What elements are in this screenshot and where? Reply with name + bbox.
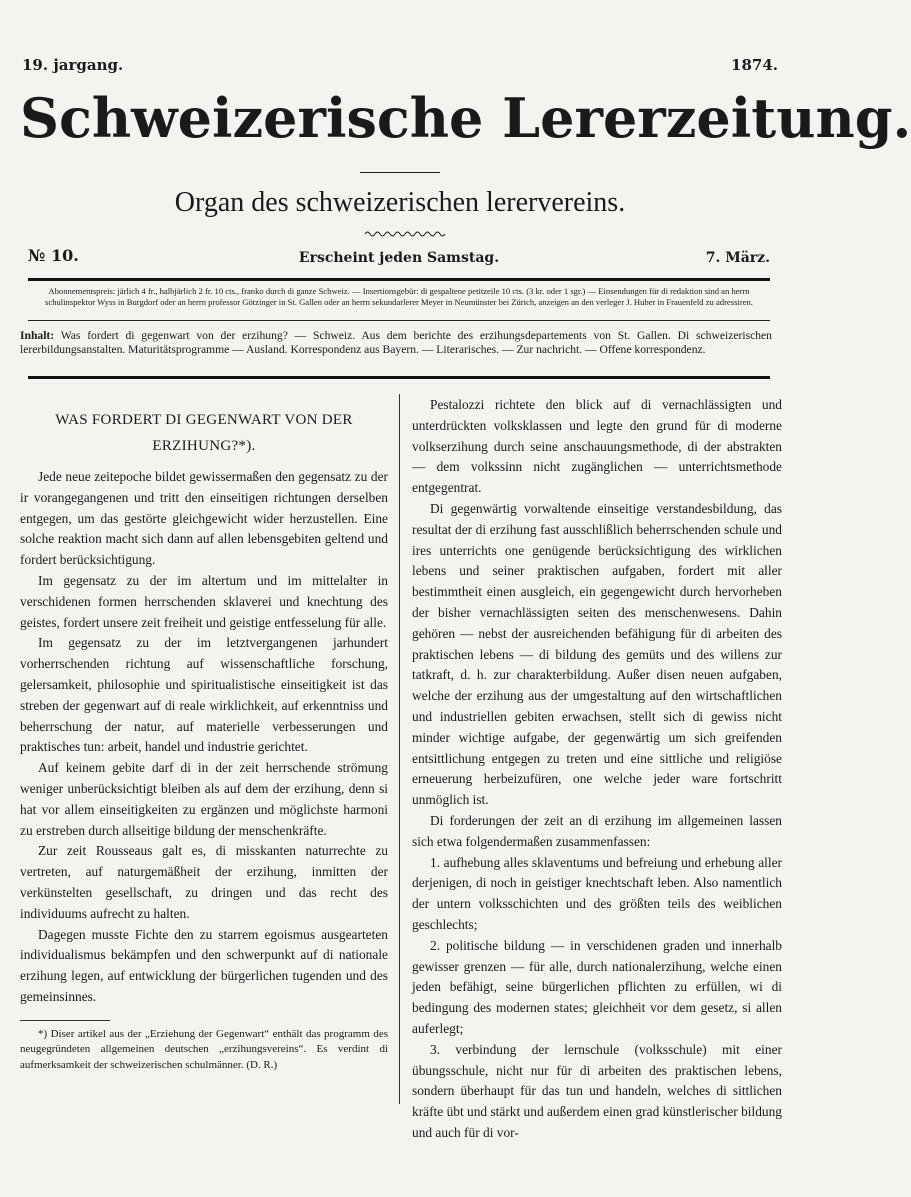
- paragraph: Im gegensatz zu der im altertum und im mittelalter in verschidenen formen herrschenden sklaverei und knechtung des geistes, fordert unsere zeit freiheit und geistige entfesselung für alle.: [20, 572, 388, 630]
- list-item: 3. verbindung der lernschule (volksschule) mit einer übungsschule, nicht nur für di arbeiten des praktischen lebens, sondern überhaupt für das tun und handeln, welches di sittlichen kräfte übt und stärkt und außerdem einen grad künstlerischer bildung und auch für di vor-: [412, 1041, 782, 1140]
- top-meta-row: [22, 56, 778, 78]
- contents-text: Was fordert di gegenwart von der erzihung? — Schweiz. Aus dem berichte des erzihungsdepartements von St. Gallen. Di schweizerischen lererbildungsanstalten. Maturitätsprogramme — Ausland. Korrespondenz aus Bayern. — Literarisches. — Zur nachricht. — Offene korrespondenz.: [20, 329, 772, 357]
- subscription-info: Abonnementspreis: järlich 4 fr., halbjärlich 2 fr. 10 cts., franko durch di ganze Schweiz. — Insertionsgebür: di gespaltene petitzeile 10 cts. (3 kr. oder 1 sgr.) — Einsendungen für di redaktion sind an herrn schulinspektor Wyss in Burgdorf oder an herrn professor Götzinger in St. Gallen oder an herrn sekundarlerer Meyer in Neumünster bei Zürich, anzeigen an den verleger J. Huber in Frauenfeld zu adressiren.: [45, 286, 753, 307]
- contents-rule: [28, 376, 770, 379]
- footnote: *) Diser artikel aus der „Erziehung der Gegenwart“ enthält das programm des neugegründeten allgemeinen deutschen „erzihungsvereins“. Es verdint di aufmerksamkeit der schweizerischen schulmänner. (D. R.): [20, 1027, 388, 1071]
- masthead-divider: [360, 172, 440, 173]
- article-column-right: [412, 395, 782, 1144]
- list-item: 1. aufhebung alles sklaventums und befreiung und erhebung aller derjenigen, di noch in geistiger knechtschaft leben. Also namentlich der untern volksschichten und des größten teils des weiblichen geschlechts;: [412, 854, 782, 932]
- article-title: WAS FORDERT DI GEGENWART VON DER ERZIHUNG?*).: [55, 412, 353, 454]
- issue-number: № 10.: [28, 246, 79, 265]
- volume-label: 19. jargang.: [22, 56, 124, 74]
- issue-date: 7. März.: [705, 250, 770, 266]
- header-rule-top: [28, 278, 770, 281]
- article-column-left: [20, 395, 388, 1073]
- column-divider: [399, 394, 400, 1104]
- masthead-title: Schweizerische Lererzeitung.: [20, 86, 911, 150]
- footnote-rule: [20, 1020, 110, 1021]
- paragraph: Pestalozzi richtete den blick auf di vernachlässigten und unterdrückten volksklassen und legte den grund für di moderne volkserzihung durch seine anschauungsmethode, di der abstrakten — dem volkssinn nicht zugänglichen — unterrichtsmethode entgegentrat.: [412, 397, 782, 496]
- ornament-squiggle: [365, 230, 445, 238]
- publication-note: Erscheint jeden Samstag.: [298, 250, 500, 266]
- subtitle: Organ des schweizerischen lerervereins.: [174, 187, 626, 218]
- header-rule-bottom: [28, 320, 770, 321]
- paragraph: Im gegensatz zu der im letztvergangenen jarhundert vorherrschenden richtung auf wissenschaftliche forschung, gelersamkeit, philosophie und spiritualistische einseitigkeit ist das streben der gegenwart auf di reale wirklichkeit, auf erkenntniss und beherrschung der natur, auf materielle verbesserungen und praktisches tun: arbeit, handel und industrie gerichtet.: [20, 635, 388, 755]
- paragraph: Di gegenwärtig vorwaltende einseitige verstandesbildung, das resultat der di erzihung fast ausschlißlich beherrschenden schule und ires unterrichts one genügende berücksichtigung des wirklichen lebens und seiner praktischen aufgaben, fordert mit aller bestimmtheit einen ausgleich, ein gegengewicht durch hervorheben der bisher vernachlässigten seiten des menschenwesens. Dahin gehören — nebst der ausreichenden befähigung für di arbeiten des praktischen lebens — di bildung des gemüts und des willens zur tatkraft, d. h. zur charakterbildung. Außer disen neuen aufgaben, welche der erzihung aus der umgestaltung auf den wirtschaftlichen und industriellen gebiten erwachsen, stellt sich di gewiss nicht minder wichtige aufgabe, der gegenwärtig um sich greifenden entsittlichung entgegen zu treten und eine sittliche und religiöse erneuerung herbeizufüren, one welche jeder ware fortschritt unmöglich ist.: [412, 500, 782, 808]
- paragraph: Di forderungen der zeit an di erzihung im allgemeinen lassen sich etwa folgendermaßen zusammenfassen:: [412, 812, 782, 849]
- list-item: 2. politische bildung — in verschidenen graden und innerhalb gewisser grenzen — für alle, durch nationalerzihung, welche einen jeden befähigt, seine bürgerlichen pflichten zu erfüllen, wi di bedingung des modernen states; gleichheit vor dem gesetz, si allen auferlegt;: [412, 937, 782, 1036]
- contents-label: Inhalt:: [20, 329, 55, 342]
- paragraph: Dagegen musste Fichte den zu starrem egoismus ausgearteten individualismus bekämpfen und den schwerpunkt auf di nationale erzihung legen, auf entwicklung der bürgerlichen tugenden und des gemeinsinnes.: [20, 926, 388, 1004]
- year-label: 1874.: [731, 56, 778, 74]
- paragraph: Auf keinem gebite darf di in der zeit herrschende strömung weniger unberücksichtigt bleiben als auf dem der erzihung, denn si hat vor allem einseitigkeiten zu ergänzen und möglichste harmoni zu erstreben durch allseitige bildung der menschenkräfte.: [20, 760, 388, 838]
- paragraph: Jede neue zeitepoche bildet gewissermaßen den gegensatz zu der ir vorangegangenen und tritt den einseitigen richtungen derselben entgegen, um das gestörte gleichgewicht wider herzustellen. Eine solche reaktion macht sich dann auf allen lebensgebiten geltend und fordert berücksichtigung.: [20, 469, 388, 568]
- table-of-contents: [20, 329, 772, 357]
- issue-info-row: [28, 246, 770, 270]
- paragraph: Zur zeit Rousseaus galt es, di misskanten naturrechte zu vertreten, auf naturgemäßheit der erzihung, inmitten der verkünstelten gesellschaft, zu dringen und das recht des individuums aufrecht zu halten.: [20, 843, 388, 921]
